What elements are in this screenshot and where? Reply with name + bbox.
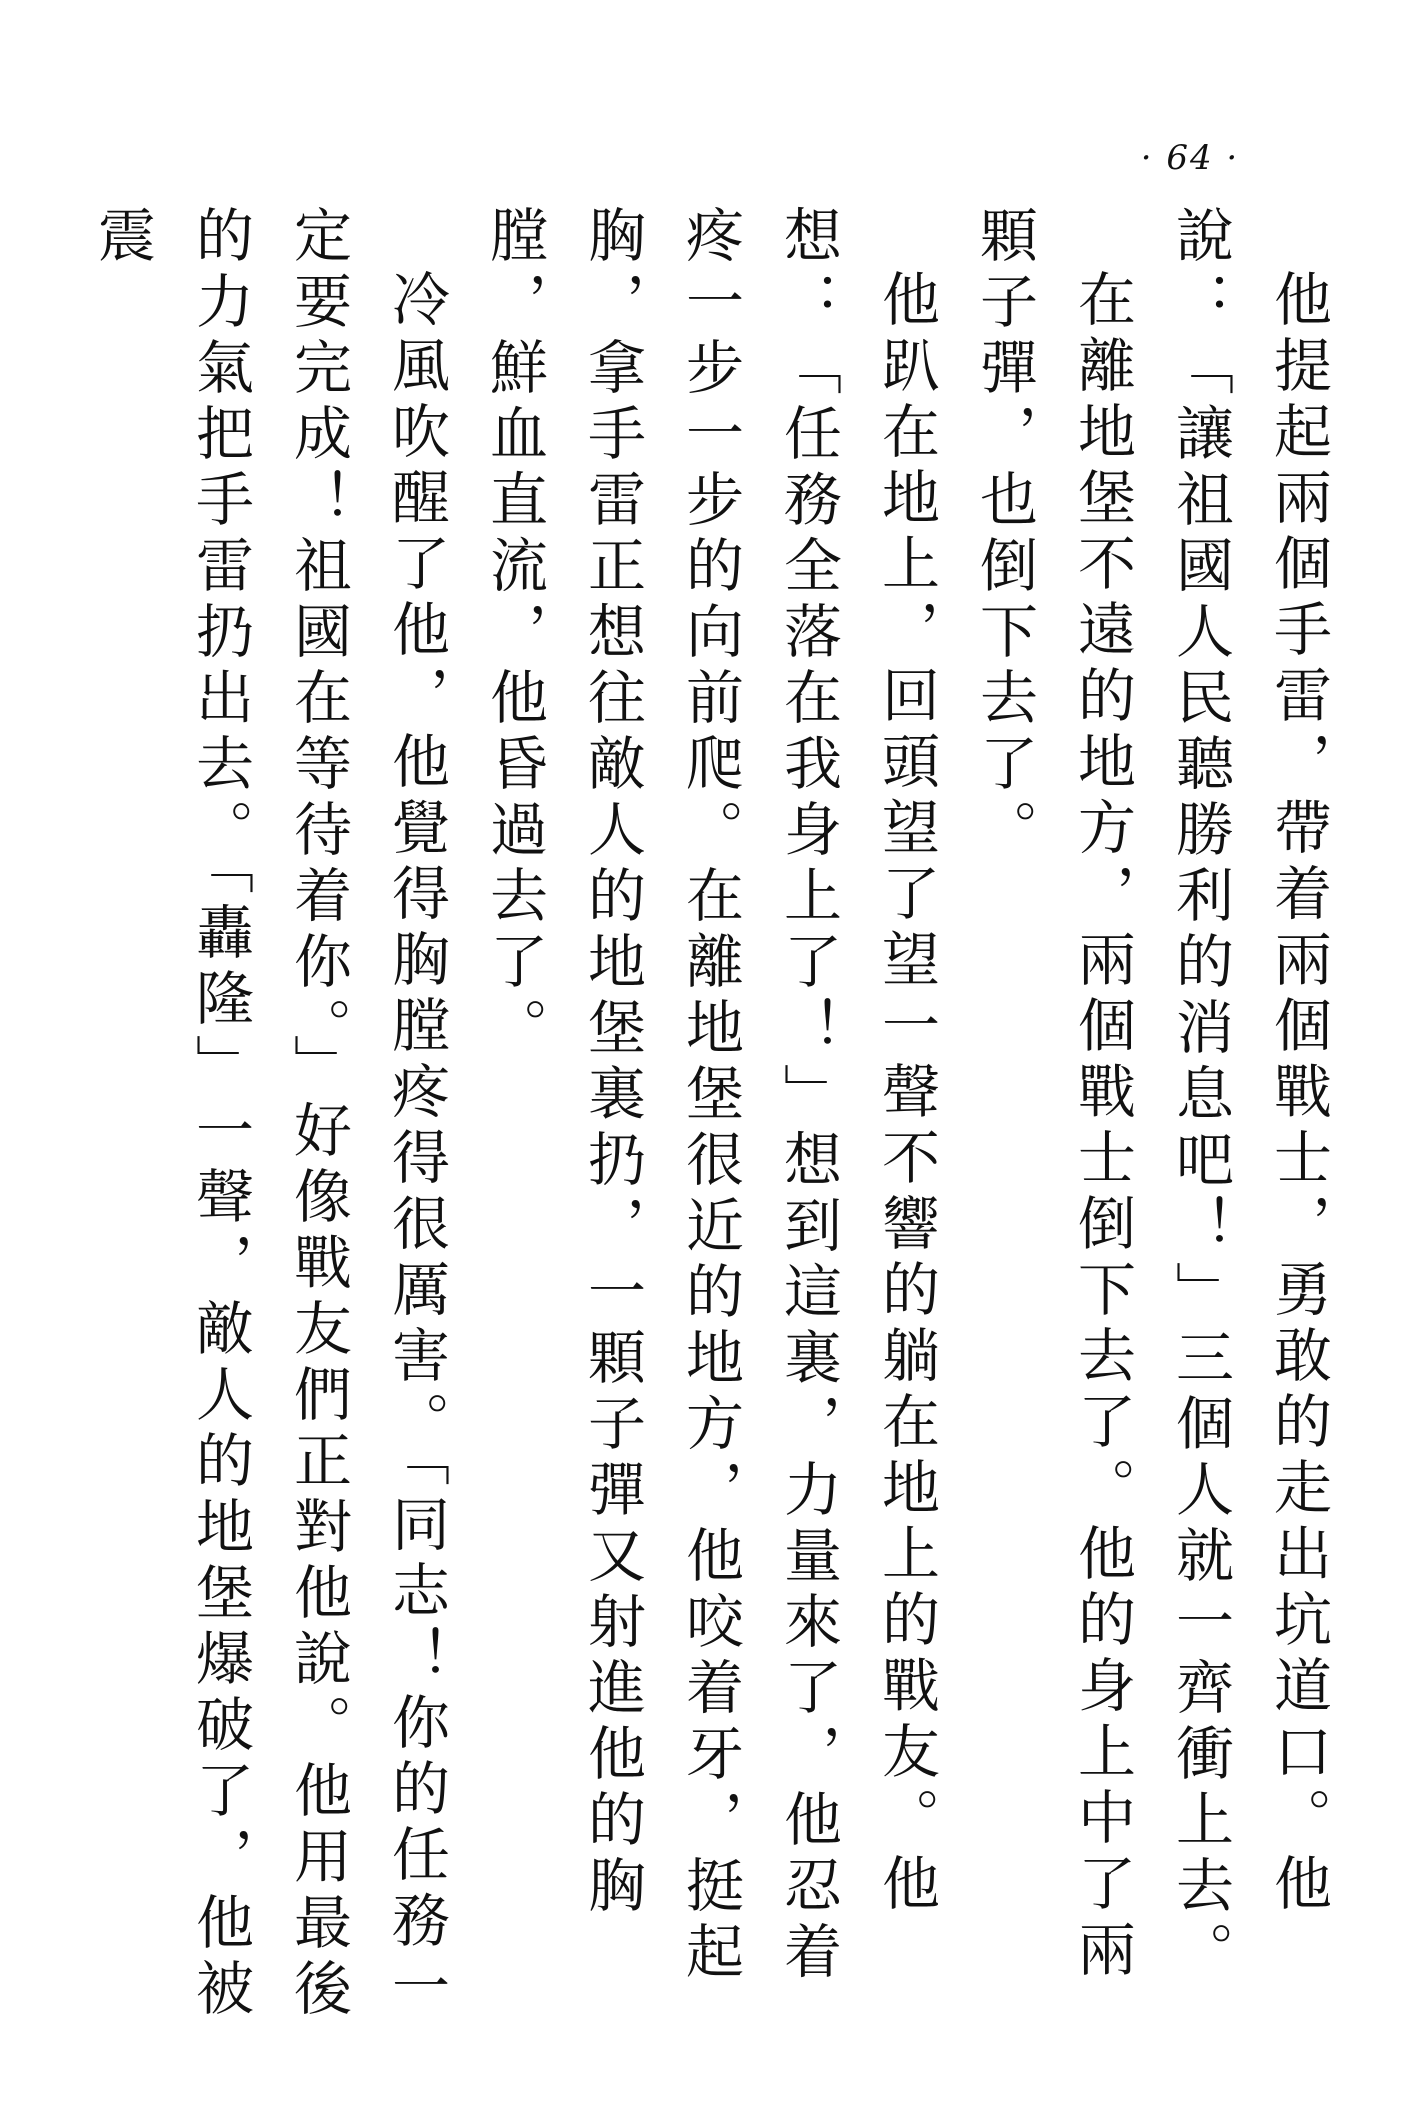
page-number: · 64 · <box>1140 138 1240 178</box>
paragraph-1: 他提起兩個手雷，帶着兩個戰士，勇敢的走出坑道口。他說：「讓祖國人民聽勝利的消息吧！」三個人就一齊衝上去。 <box>1166 205 1332 1987</box>
paragraph-4: 冷風吹醒了他，他覺得胸膛疼得很厲害。「同志！你的任務一定要完成！祖國在等待着你。」好像戰友們正對他說。他用最後的力氣把手雷扔出去。「轟隆」一聲，敵人的地堡爆破了，他被震 <box>88 205 450 2024</box>
vertical-text-body <box>73 205 1347 2035</box>
paragraph-3: 他趴在地上，回頭望了望一聲不響的躺在地上的戰友。他想：「任務全落在我身上了！」想到這裏，力量來了，他忍着疼一步一步的向前爬。在離地堡很近的地方，他咬着牙，挺起胸，拿手雷正想往敵人的地堡裏扔，一顆子彈又射進他的胸膛，鮮血直流，他昏過去了。 <box>480 205 940 1987</box>
paragraph-2: 在離地堡不遠的地方，兩個戰士倒下去了。他的身上中了兩顆子彈，也倒下去了。 <box>970 205 1136 1985</box>
